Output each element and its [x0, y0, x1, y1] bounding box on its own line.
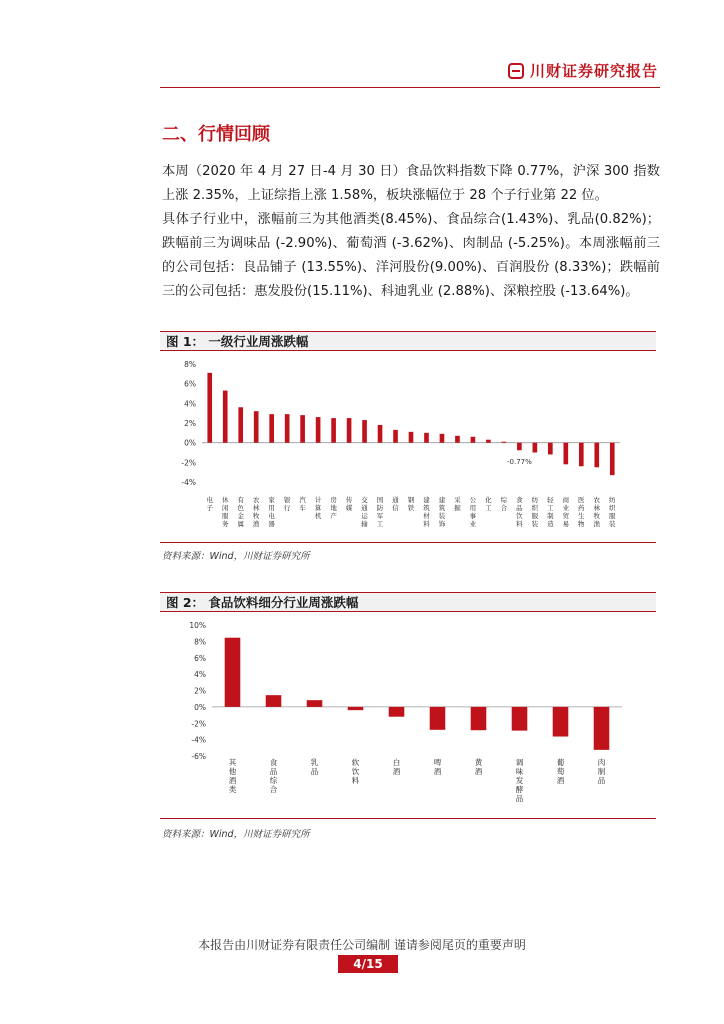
y-tick-label: 4% — [184, 399, 196, 409]
bar — [471, 707, 487, 730]
bar — [347, 418, 352, 443]
y-tick-label: 6% — [184, 379, 196, 389]
y-tick-label: 2% — [184, 419, 196, 428]
bar — [300, 415, 305, 443]
bar — [254, 411, 259, 442]
category-label: 调味发酵品 — [515, 758, 524, 803]
category-label: 钢铁 — [407, 496, 415, 512]
category-label: 食品饮料 — [516, 496, 523, 528]
figure-2-source: 资料来源：Wind，川财证券研究所 — [162, 829, 310, 840]
bar — [285, 414, 290, 443]
category-label: 汽车 — [299, 496, 306, 512]
page-number: 4/15 — [338, 955, 398, 973]
bar — [594, 443, 599, 468]
category-label: 国防军工 — [376, 496, 384, 528]
bar — [223, 391, 228, 443]
category-label: 通信 — [392, 496, 399, 512]
y-tick-label: 6% — [194, 653, 206, 663]
section-title: 二、行情回顾 — [162, 124, 270, 145]
bar — [389, 707, 405, 717]
bar — [553, 707, 569, 737]
category-label: 轻工制造 — [547, 496, 554, 528]
header-divider — [160, 87, 660, 88]
bar — [307, 700, 323, 707]
chart-industry-weekly-change — [160, 352, 656, 542]
category-label: 纺织服装 — [531, 496, 539, 528]
y-tick-label: 0% — [184, 438, 196, 448]
y-tick-label: 2% — [194, 686, 206, 696]
category-label: 公用事业 — [469, 496, 477, 528]
bar — [440, 434, 445, 443]
data-label-annotation: -0.77% — [506, 458, 532, 467]
y-tick-label: -2% — [191, 719, 206, 729]
brand-name: 川财证券研究报告 — [529, 62, 658, 80]
category-label: 其他酒类 — [228, 758, 237, 794]
bar — [207, 373, 212, 443]
y-tick-label: -4% — [181, 478, 196, 487]
y-tick-label: 10% — [189, 621, 206, 630]
category-label: 有色金属 — [237, 496, 244, 528]
category-label: 纺织服装 — [609, 496, 616, 528]
bar — [512, 707, 528, 731]
bar — [362, 420, 367, 443]
figure-1-source-divider — [160, 542, 656, 543]
category-label: 采掘 — [454, 496, 461, 512]
y-tick-label: -4% — [191, 735, 206, 745]
bar — [409, 432, 414, 443]
brand-header — [508, 60, 658, 81]
bar — [378, 425, 383, 443]
category-label: 休闲服务 — [221, 496, 229, 528]
bar — [486, 440, 491, 443]
figure-1-title: 图 1： 一级行业周涨跌幅 — [160, 331, 656, 351]
category-label: 黄酒 — [474, 758, 483, 776]
y-tick-label: 4% — [194, 670, 206, 680]
category-label: 房地产 — [330, 496, 337, 520]
category-label: 葡萄酒 — [556, 758, 565, 785]
bar — [424, 433, 429, 443]
bar — [225, 638, 241, 707]
category-label: 啤酒 — [433, 758, 442, 776]
bar — [548, 443, 553, 455]
category-label: 商业贸易 — [562, 496, 570, 528]
bar — [331, 418, 336, 443]
category-label: 传媒 — [345, 496, 353, 512]
bar — [594, 707, 610, 750]
bar — [238, 407, 243, 442]
bar — [533, 443, 538, 453]
y-tick-label: 8% — [194, 637, 206, 647]
category-label: 乳品 — [310, 758, 319, 776]
category-label: 食品综合 — [269, 758, 278, 794]
bar — [430, 707, 446, 730]
category-label: 交通运输 — [361, 496, 368, 528]
paragraph-market-summary: 本周（2020 年 4 月 27 日-4 月 30 日）食品饮料指数下降 0.77%，沪深 300 指数上涨 2.35%，上证综指上涨 1.58%，板块涨幅位于 28 个子行业第 22 位。 — [162, 164, 660, 203]
footer-disclaimer: 本报告由川财证券有限责任公司编制 谨请参阅尾页的重要声明 — [198, 938, 526, 952]
y-tick-label: -6% — [191, 752, 206, 761]
paragraph-subsector-detail: 具体子行业中，涨幅前三为其他酒类(8.45%)、食品综合(1.43%)、乳品(0.82%)；跌幅前三为调味品 (-2.90%)、葡萄酒 (-3.62%)、肉制品 (-5.25%)。本周涨幅前三的公司包括：良品铺子 (13.55%)、洋河股份(9.00%)、百润股份 (8.33%)；跌幅前三的公司包括：惠发股份(15.11%)、科迪乳业 (2.88%)、深粮控股 (-13.64%)。 — [162, 212, 660, 299]
figure-2-title: 图 2： 食品饮料细分行业周涨跌幅 — [160, 592, 656, 612]
category-label: 白酒 — [392, 758, 401, 776]
bar — [517, 443, 522, 451]
bar — [563, 443, 568, 465]
bar — [471, 437, 476, 443]
category-label: 农林牧渔 — [252, 496, 260, 528]
category-label: 家用电器 — [268, 496, 275, 528]
category-label: 软饮料 — [351, 758, 360, 785]
y-tick-label: 0% — [194, 702, 206, 712]
chart-food-beverage-subsector-change — [160, 613, 656, 818]
category-label: 农林牧渔 — [593, 496, 601, 528]
category-label: 建筑材料 — [423, 496, 430, 528]
bar — [455, 436, 460, 443]
bar — [348, 707, 364, 710]
category-label: 建筑装饰 — [438, 496, 446, 528]
category-label: 综合 — [500, 496, 508, 512]
bar — [269, 414, 274, 443]
y-tick-label: -2% — [181, 458, 196, 468]
bar — [266, 695, 282, 707]
category-label: 化工 — [485, 496, 492, 512]
figure-1-source: 资料来源：Wind，川财证券研究所 — [162, 551, 310, 562]
category-label: 计算机 — [314, 496, 322, 520]
category-label: 银行 — [283, 496, 291, 512]
bar — [502, 442, 507, 443]
bar — [610, 443, 615, 475]
figure-2-source-divider — [160, 818, 656, 819]
brand-logo-icon — [508, 63, 524, 79]
category-label: 医药生物 — [578, 496, 585, 528]
bar — [579, 443, 584, 467]
bar — [393, 430, 398, 443]
y-tick-label: 8% — [184, 360, 196, 369]
category-label: 电子 — [206, 496, 213, 512]
category-label: 肉制品 — [597, 758, 606, 785]
bar — [316, 417, 321, 443]
